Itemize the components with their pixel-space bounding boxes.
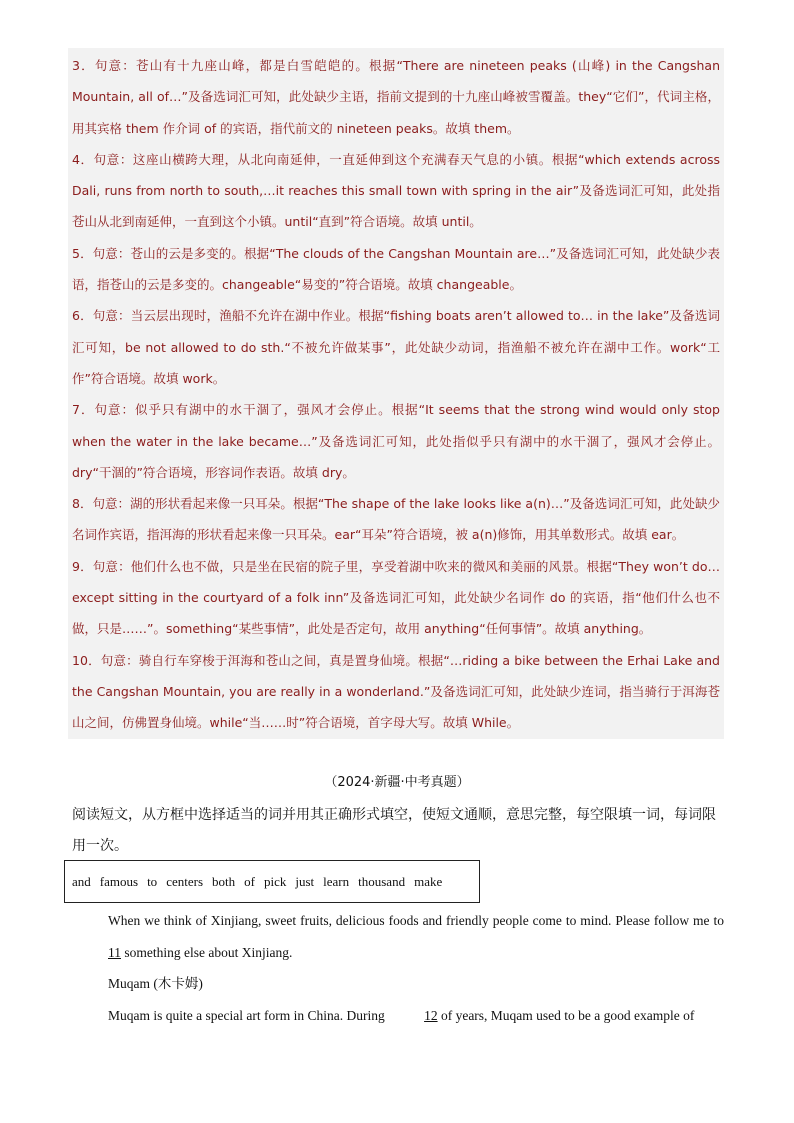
answer-7: 7．句意：似乎只有湖中的水干涸了，强风才会停止。根据“It seems that the strong wind would only stop when the water in the lake became…”及备选词汇可知，此处指似乎只有湖中的水干涸了，强风才会停止。dry“干涸的”符合语境，形容词作表语。故填 dry。 (72, 402, 720, 480)
answer-8: 8．句意：湖的形状看起来像一只耳朵。根据“The shape of the lake looks like a(n)…”及备选词汇可知，此处缺少名词作宾语，指洱海的形状看起来像一只耳朵。ear“耳朵”符合语境，被 a(n)修饰，用其单数形式。故填 ear。 (72, 496, 720, 543)
passage-text: Muqam is quite a special art form in China. During (108, 1007, 389, 1023)
passage-text: something else about Xinjiang. (121, 944, 293, 960)
answer-6: 6．句意：当云层出现时，渔船不允许在湖中作业。根据“fishing boats aren’t allowed to… in the lake”及备选词汇可知，be not allowed to do sth.“不被允许做某事”，此处缺少动词，指渔船不被允许在湖中工作。work“工作”符合语境。故填 work。 (72, 308, 720, 386)
answer-10: 10．句意：骑自行车穿梭于洱海和苍山之间，真是置身仙境。根据“…riding a bike between the Erhai Lake and the Cangshan Mountain, you are really in a wonderland.”及备选词汇可知，此处缺少连词，指当骑行于洱海苍山之间，仿佛置身仙境。while“当……时”符合语境，首字母大写。故填 While。 (72, 652, 720, 731)
answer-explanations (68, 48, 724, 739)
passage-heading: Muqam (木卡姆) (108, 976, 203, 991)
word-box-item: and (72, 873, 91, 889)
blank-11: 11 (108, 944, 121, 960)
word-box-item: of (244, 873, 255, 889)
word-box-item: make (414, 873, 443, 889)
question-instruction: 阅读短文，从方框中选择适当的词并用其正确形式填空，使短文通顺，意思完整，每空限填一词，每词限用一次。 (72, 807, 716, 854)
blank-12: 12 (424, 1007, 438, 1023)
answer-5: 5．句意：苍山的云是多变的。根据“The clouds of the Cangshan Mountain are…”及备选词汇可知，此处缺少表语，指苍山的云是多变的。changeable“易变的”符合语境。故填 changeable。 (72, 245, 720, 293)
word-box (64, 860, 480, 903)
passage-paragraph-2 (72, 1000, 724, 1032)
word-box-item: famous (99, 873, 139, 889)
answer-3: 3．句意：苍山有十九座山峰，都是白雪皑皑的。根据“There are nineteen peaks (山峰) in the Cangshan Mountain, all of…”及备选词汇可知，此处缺少主语，指前文提到的十九座山峰被雪覆盖。they“它们”，代词主格，用其宾格 them 作介词 of 的宾语，指代前文的 nineteen peaks。故填 them。 (72, 58, 720, 136)
word-box-item: to (147, 873, 158, 889)
word-box-item: both (212, 873, 236, 889)
passage-text: When we think of Xinjiang, sweet fruits, delicious foods and friendly people come to mind. Please follow me to (108, 913, 724, 928)
word-box-item: learn (323, 873, 350, 889)
word-box-item: just (295, 873, 315, 889)
word-box-item: pick (263, 873, 287, 889)
passage-paragraph-1 (72, 905, 724, 968)
reading-passage (72, 905, 724, 1031)
answer-9: 9．句意：他们什么也不做，只是坐在民宿的院子里，享受着湖中吹来的微风和美丽的风景。根据“They won’t do… except sitting in the courtyard of a folk inn”及备选词汇可知，此处缺少名词作 do 的宾语，指“他们什么也不做，只是……”。something“某些事情”，此处是否定句，故用 anything“任何事情”。故填 anything。 (72, 558, 720, 637)
word-box-item: centers (166, 873, 203, 889)
answer-4: 4．句意：这座山横跨大理，从北向南延伸，一直延伸到这个充满春天气息的小镇。根据“which extends across Dali, runs from north to south,…it reaches this small town with spring in the air”及备选词汇可知，此处指苍山从北到南延伸，一直到这个小镇。until“直到”符合语境。故填 until。 (72, 151, 720, 230)
passage-text: of years, Muqam used to be a good example of (437, 1007, 695, 1023)
word-box-item: thousand (358, 873, 406, 889)
question-source: （2024·新疆·中考真题） (324, 775, 470, 790)
